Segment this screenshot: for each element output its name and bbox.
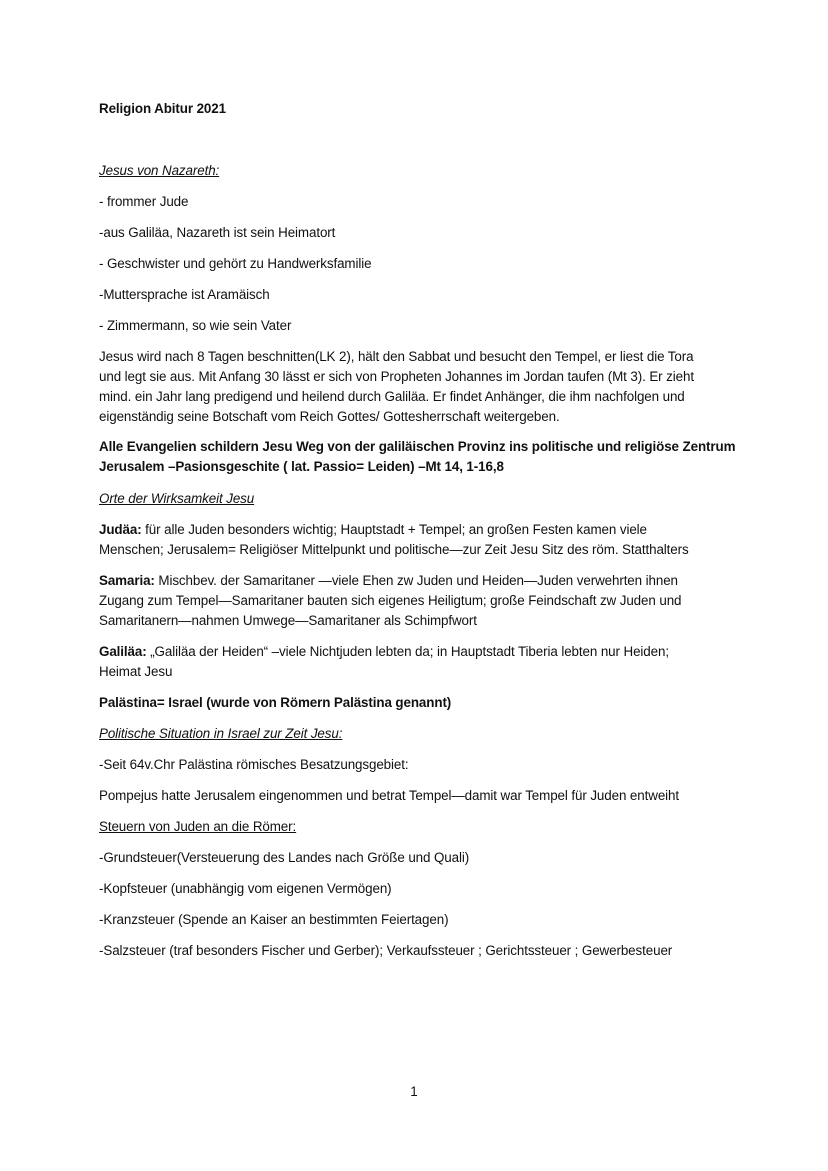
paragraph-line: Menschen; Jerusalem= Religiöser Mittelpunkt und politische—zur Zeit Jesu Sitz des röm. Statthalters (99, 542, 689, 557)
paragraph-line: Jesus wird nach 8 Tagen beschnitten(LK 2), hält den Sabbat und besucht den Tempel, er liest die Tora (99, 349, 694, 364)
note-palaestina: Palästina= Israel (wurde von Römern Palästina genannt) (99, 695, 452, 710)
paragraph-line: und legt sie aus. Mit Anfang 30 lässt er sich von Propheten Johannes im Jordan taufen (Mt 3). Er zieht (99, 369, 694, 384)
list-item: -Salzsteuer (traf besonders Fischer und Gerber); Verkaufssteuer ; Gerichtssteuer ; Gewerbesteuer (99, 943, 673, 958)
list-item: -Muttersprache ist Aramäisch (99, 287, 270, 302)
heading-politische-situation: Politische Situation in Israel zur Zeit Jesu: (99, 726, 343, 741)
heading-steuern: Steuern von Juden an die Römer: (99, 819, 297, 834)
paragraph-line: Heimat Jesu (99, 664, 173, 679)
list-item: - Geschwister und gehört zu Handwerksfamilie (99, 256, 372, 271)
paragraph-line: Samaritanern—nahmen Umwege—Samaritaner als Schimpfwort (99, 613, 477, 628)
page-number: 1 (410, 1084, 418, 1099)
label-galilaea: Galiläa: (99, 644, 147, 659)
list-item: - Zimmermann, so wie sein Vater (99, 318, 292, 333)
paragraph-line: Jerusalem –Pasionsgeschite ( lat. Passio= Leiden) –Mt 14, 1-16,8 (99, 459, 504, 474)
paragraph-line: eigenständig seine Botschaft vom Reich Gottes/ Gottesherrschaft weitergeben. (99, 409, 560, 424)
list-item: -Kranzsteuer (Spende an Kaiser an bestimmten Feiertagen) (99, 912, 449, 927)
list-item: -aus Galiläa, Nazareth ist sein Heimatort (99, 225, 336, 240)
label-judaea: Judäa: (99, 522, 142, 537)
list-item: -Grundsteuer(Versteuerung des Landes nach Größe und Quali) (99, 850, 470, 865)
label-samaria: Samaria: (99, 573, 155, 588)
list-item: -Kopfsteuer (unabhängig vom eigenen Vermögen) (99, 881, 392, 896)
paragraph-line: Zugang zum Tempel—Samaritaner bauten sich eigenes Heiligtum; große Feindschaft zw Juden und (99, 593, 682, 608)
paragraph-line: Mischbev. der Samaritaner —viele Ehen zw Juden und Heiden—Juden verwehrten ihnen (154, 573, 678, 588)
paragraph-line: Pompejus hatte Jerusalem eingenommen und betrat Tempel—damit war Tempel für Juden entweiht (99, 788, 680, 803)
heading-jesus-von-nazareth: Jesus von Nazareth: (99, 163, 220, 178)
paragraph-line: -Seit 64v.Chr Palästina römisches Besatzungsgebiet: (99, 757, 409, 772)
paragraph-line: Alle Evangelien schildern Jesu Weg von der galiläischen Provinz ins politische und religiöse Zentrum (99, 439, 736, 454)
heading-orte-der-wirksamkeit: Orte der Wirksamkeit Jesu (99, 491, 255, 506)
document-title: Religion Abitur 2021 (99, 101, 226, 116)
paragraph-line: „Galiläa der Heiden“ –viele Nichtjuden lebten da; in Hauptstadt Tiberia lebten nur Heiden; (146, 644, 669, 659)
paragraph-line: für alle Juden besonders wichtig; Hauptstadt + Tempel; an großen Festen kamen viele (141, 522, 647, 537)
list-item: - frommer Jude (99, 194, 189, 209)
paragraph-line: mind. ein Jahr lang predigend und heilend durch Galiläa. Er findet Anhänger, die ihm nachfolgen und (99, 389, 685, 404)
